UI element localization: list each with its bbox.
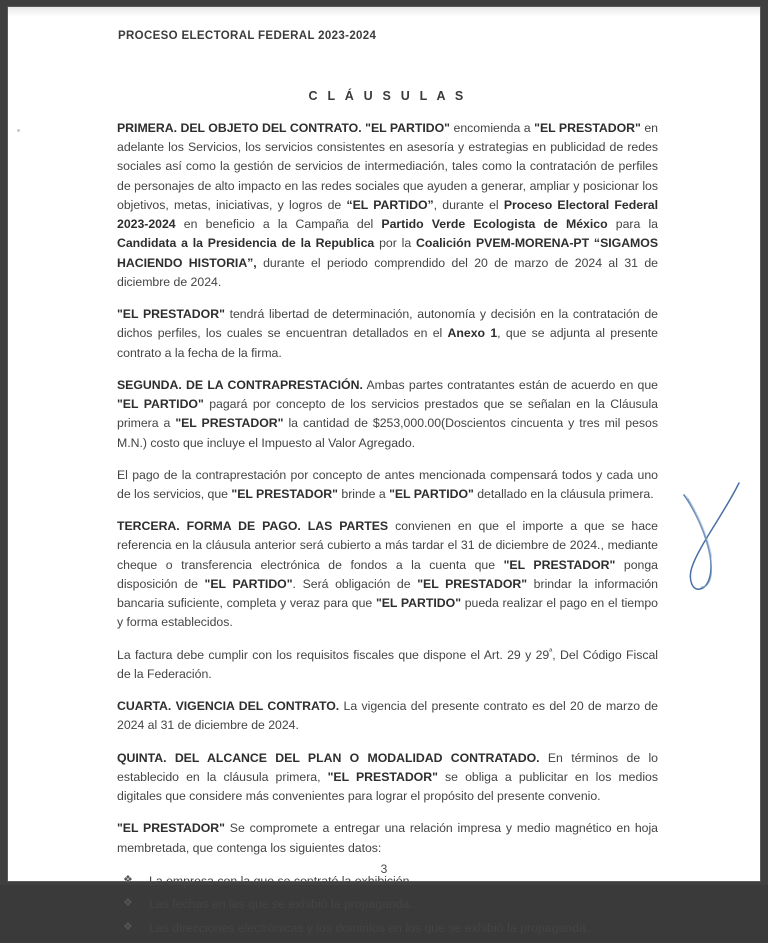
- clause-segunda-t4: "EL PRESTADOR": [175, 416, 284, 431]
- list-item: [117, 919, 658, 938]
- clause-quinta-b-t2: Se compromete a entregar una relación impresa y medio magnético en hoja membretada, que contenga los siguientes datos:: [117, 821, 658, 855]
- list-item-label: Las fechas en las que se exhibió la propaganda.: [149, 897, 413, 912]
- document-body: [117, 89, 658, 943]
- document-page: [8, 7, 760, 936]
- section-title-clausulas: C L Á U S U L A S: [308, 89, 467, 103]
- diamond-bullet-icon: ❖: [123, 897, 133, 910]
- clause-segunda-continuation: [117, 466, 658, 504]
- clause-segunda-t5: la cantidad de $253,000.00(Doscientos cincuenta y tres mil pesos M.N.) costo que incluye el Impuesto al Valor Agregado.: [117, 416, 658, 450]
- list-item-label: La empresa con la que se contrató la exhibición.: [149, 873, 413, 888]
- clause-quinta-t1: En términos de lo establecido en la cláusula primera,: [117, 750, 658, 784]
- clause-tercera-t4: "EL PARTIDO": [204, 576, 293, 591]
- document-header: PROCESO ELECTORAL FEDERAL 2023-2024: [118, 30, 377, 42]
- clause-tercera-b-t2: , Del Código Fiscal de la Federación.: [117, 647, 658, 681]
- clause-quinta-t3: se obliga a publicitar en los medios digitales que considere más convenientes para lograr el propósito del presente convenio.: [117, 769, 658, 804]
- clause-quinta-continuation: [117, 819, 658, 857]
- clause-tercera-t8: "EL PARTIDO": [375, 596, 462, 611]
- clause-quinta-heading: QUINTA. DEL ALCANCE DEL PLAN O MODALIDAD CONTRATADO.: [117, 750, 540, 765]
- clause-primera-t9: Partido Verde Ecologista de México: [381, 217, 608, 232]
- clause-primera-t3: "EL PRESTADOR": [534, 121, 641, 135]
- clause-segunda-heading: SEGUNDA. DE LA CONTRAPRESTACIÓN.: [117, 377, 363, 392]
- clause-primera-heading: PRIMERA. DEL OBJETO DEL CONTRATO.: [117, 121, 362, 135]
- clause-segunda-t1: Ambas partes contratantes están de acuerdo en que: [362, 377, 658, 392]
- clause-segunda-b-t1: El pago de la contraprestación por concepto de antes mencionada compensará todos y cada uno de los servicios, que: [117, 467, 658, 501]
- clause-segunda-b-t2: "EL PRESTADOR": [231, 486, 338, 501]
- clause-primera-t14: durante el periodo comprendido del 20 de marzo de 2024 al 31 de diciembre de 2024.: [117, 255, 659, 289]
- page-number: 3: [380, 862, 388, 876]
- clause-tercera-t1: convienen en que el importe a que se hace referencia en la cláusula anterior será cubierto a más tardar el 31 de diciembre de 2024., mediante cheque o transferencia electrónica de fondos a la cuenta que: [117, 519, 659, 572]
- clause-quinta-t2: "EL PRESTADOR": [327, 769, 438, 784]
- clause-primera-b-t4: , que se adjunta al presente contrato a la fecha de la firma.: [117, 326, 658, 360]
- clause-tercera-t5: . Será obligación de: [292, 576, 418, 591]
- clause-tercera: [117, 517, 658, 632]
- clause-primera-t13: Coalición PVEM-MORENA-PT “SIGAMOS HACIENDO HISTORIA”,: [117, 236, 658, 270]
- clause-cuarta-heading: CUARTA. VIGENCIA DEL CONTRATO.: [117, 699, 340, 714]
- clause-primera-t6: , durante el: [433, 197, 504, 212]
- clause-tercera-t7: brindar la información bancaria suficiente, completa y veraz para que: [117, 576, 658, 611]
- scan-artifact-speck: [17, 129, 20, 132]
- clause-segunda-t2: "EL PARTIDO": [117, 397, 204, 412]
- requirements-list: [117, 872, 658, 938]
- clause-segunda-b-t4: "EL PARTIDO": [389, 486, 474, 501]
- clause-cuarta: [117, 697, 658, 735]
- clause-primera-t2: encomienda a: [450, 121, 535, 135]
- clause-primera-t11: Candidata a la Presidencia de la Republica: [117, 236, 375, 251]
- clause-primera-t12: por la: [374, 236, 416, 251]
- clause-tercera-continuation: [117, 646, 658, 684]
- diamond-bullet-icon: ❖: [123, 921, 133, 934]
- clause-cuarta-t1: La vigencia del presente contrato es del 20 de marzo de 2024 al 31 de diciembre de 2024.: [117, 699, 658, 733]
- clause-primera: [117, 119, 658, 292]
- clause-primera-b-t2: tendrá libertad de determinación, autonomía y decisión en la contratación de dichos perfiles, los cuales se encuentran detallados en el: [117, 307, 658, 341]
- list-item: [117, 895, 658, 914]
- clause-primera-continuation: [117, 305, 658, 363]
- handwritten-signature-mark: [676, 447, 748, 607]
- list-item-label: Las direcciones electrónicas y los dominios en los que se exhibió la propaganda.: [149, 921, 590, 936]
- clause-primera-t1: "EL PARTIDO": [361, 121, 450, 135]
- clause-primera-t5: “EL PARTIDO”: [346, 197, 434, 212]
- clause-primera-b-t3: Anexo 1: [447, 326, 498, 341]
- clause-tercera-t9: pueda realizar el pago en el tiempo y forma establecidos.: [117, 596, 658, 630]
- diamond-bullet-icon: ❖: [123, 873, 133, 886]
- clause-primera-t10: para la: [607, 217, 658, 232]
- clause-primera-t7: Proceso Electoral Federal 2023-2024: [117, 197, 658, 232]
- clause-segunda: [117, 376, 658, 453]
- clause-segunda-b-t3: brinde a: [337, 486, 390, 501]
- clause-tercera-heading: TERCERA. FORMA DE PAGO. LAS PARTES: [117, 519, 389, 534]
- clause-primera-t8: en beneficio a la Campaña del: [175, 217, 382, 232]
- clause-tercera-t6: "EL PRESTADOR": [417, 576, 528, 591]
- ordinal-superscript: ª: [549, 645, 553, 656]
- clause-segunda-b-t5: detallado en la cláusula primera.: [473, 486, 654, 501]
- clause-tercera-b-t1: La factura debe cumplir con los requisitos fiscales que dispone el Art. 29 y 29: [117, 647, 550, 662]
- clause-quinta-b-t1: "EL PRESTADOR": [117, 821, 225, 836]
- clause-primera-t4: en adelante los Servicios, los servicios consistentes en asesoría y estrategias en publicidad de redes sociales así como la gestión de servicios de intermediación, tales como la contratación de perfiles de personajes de alto impacto en las redes sociales que ayuden a generar, ampliar y posicionar los objetivos, metas, iniciativas, y logros de: [117, 121, 658, 212]
- clause-primera-b-t1: "EL PRESTADOR": [117, 307, 225, 322]
- clause-quinta: [117, 749, 658, 807]
- clause-tercera-t2: "EL PRESTADOR": [503, 557, 616, 572]
- clause-segunda-t3: pagará por concepto de los servicios prestados que se señalan en la Cláusula primera a: [117, 397, 658, 431]
- clause-tercera-t3: ponga disposición de: [117, 557, 658, 591]
